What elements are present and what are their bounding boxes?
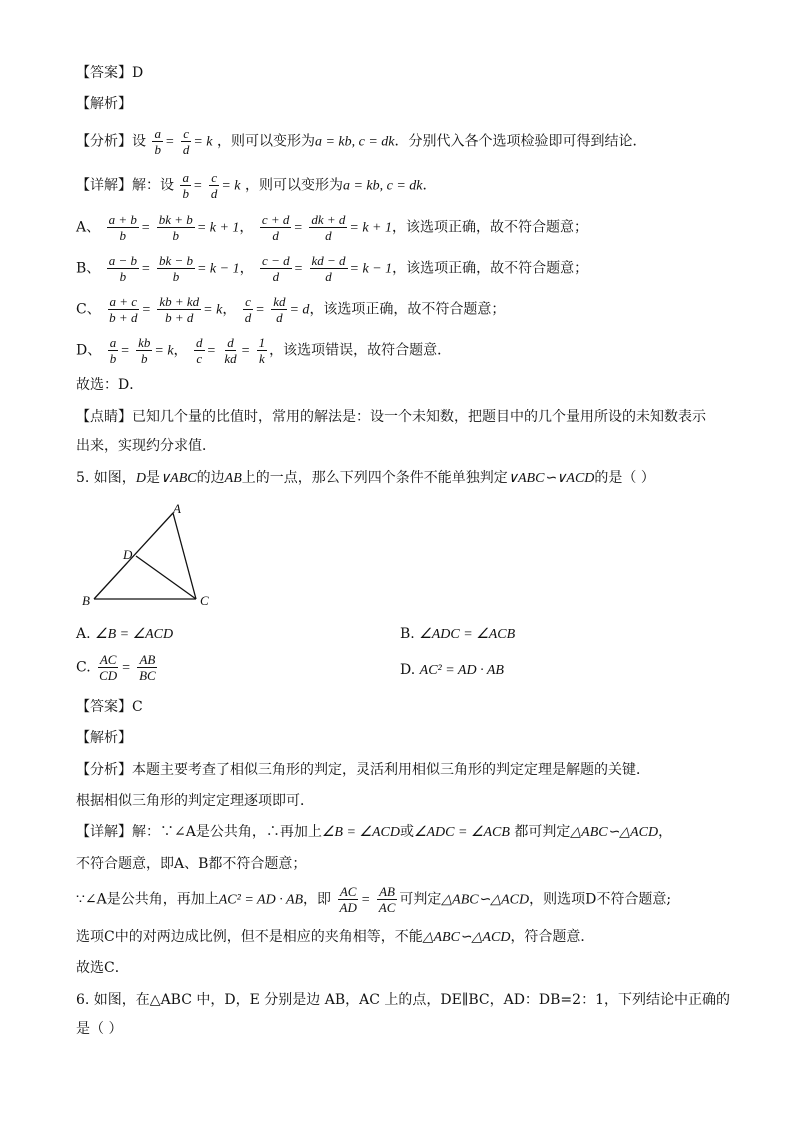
q4-dianjing-1: 【点睛】已知几个量的比值时，常用的解法是：设一个未知数，把题目中的几个量用所设的未知数表示 bbox=[76, 409, 706, 425]
option-label: D、 bbox=[76, 342, 102, 359]
q4-detail-prefix: 【详解】解：设 bbox=[76, 177, 174, 194]
q5-option-c: C. $\frac{AC}{CD}$ = $\frac{AB}{BC}$ bbox=[76, 652, 156, 683]
q6-line-2: 是（ ） bbox=[76, 1021, 123, 1037]
q4-detail-expr: a = kb, c = dk bbox=[342, 178, 423, 194]
q4-dianjing-2: 出来，实现约分求值． bbox=[76, 438, 216, 454]
q4-analysis-label: 【解析】 bbox=[76, 96, 132, 112]
vertex-label-b: B bbox=[82, 593, 90, 608]
q5-option-a: A. ∠B = ∠ACD bbox=[76, 626, 174, 642]
q5-fenxi-2: 根据相似三角形的判定定理逐项即可． bbox=[76, 793, 314, 809]
fraction: $\frac{a}{b}$ bbox=[182, 170, 189, 201]
q4-choose: 故选：D． bbox=[76, 377, 144, 393]
q4-fenxi-suffix: ．分别代入各个选项检验即可得到结论． bbox=[394, 133, 647, 150]
q4-option-b: B、 $\frac{a - b}{b}$ = $\frac{bk - b}{b}$ = k − 1， $\frac{c - d}{d}$ = $\frac{kd - d}{d}$ = k − 1，该选项正确，故不符合题意； bbox=[76, 253, 589, 284]
q4-option-a: A、 $\frac{a + b}{b}$ = $\frac{bk + b}{b}$ = k + 1， $\frac{c + d}{d}$ = $\frac{dk + d}{d}$ = k + 1，该选项正确，故不符合题意； bbox=[76, 212, 588, 243]
q6-line-1: 6. 如图，在△ABC 中，D，E 分别是边 AB，AC 上的点，DE∥BC，AD：DB=2：1，下列结论中正确的 bbox=[76, 992, 730, 1008]
q5-fenxi: 【分析】本题主要考查了相似三角形的判定，灵活利用相似三角形的判定定理是解题的关键． bbox=[76, 762, 650, 778]
q5-detail-2: 不符合题意，即A、B都不符合题意； bbox=[76, 856, 307, 872]
q5-analysis-label: 【解析】 bbox=[76, 730, 132, 746]
q4-detail-suffix: ． bbox=[422, 177, 437, 194]
q5-choose: 故选C． bbox=[76, 960, 129, 976]
vertex-label-a: A bbox=[173, 501, 181, 516]
fraction: $\frac{a}{b}$ bbox=[154, 126, 161, 157]
q4-fenxi-mid: ，则可以变形为 bbox=[216, 133, 315, 150]
q5-detail-4: 选项C中的对两边成比例，但不是相应的夹角相等，不能△ABC∽△ACD，符合题意． bbox=[76, 929, 595, 945]
q5-answer: 【答案】C bbox=[76, 699, 143, 715]
fraction: $\frac{c}{d}$ bbox=[182, 126, 190, 157]
q5-detail-3: ∵∠A是公共角，再加上AC² = AD · AB，即 $\frac{AC}{AD}$ = $\frac{AB}{AC}$ 可判定△ABC∽△ACD，则选项D不符合题意; bbox=[76, 884, 672, 915]
q4-option-d: D、 $\frac{a}{b}$ = $\frac{kb}{b}$ = k， $\frac{d}{c}$ = $\frac{d}{kd}$ = $\frac{1}{k}$ ，该选项错误，故符合题意． bbox=[76, 335, 452, 366]
q4-fenxi-prefix: 【分析】设 bbox=[76, 133, 146, 150]
q4-fenxi-expr: a = kb, c = dk bbox=[314, 134, 395, 150]
q4-option-c: C、 $\frac{a + c}{b + d}$ = $\frac{kb + kd}{b + d}$ = k， $\frac{c}{d}$ = $\frac{kd}{d}$ = d，该选项正确，故不符合题意； bbox=[76, 294, 506, 325]
q4-answer: 【答案】D bbox=[76, 65, 144, 81]
triangle-figure bbox=[76, 498, 226, 613]
vertex-label-c: C bbox=[200, 593, 209, 608]
q5-stem: 5. 如图，D是∨ABC的边AB上的一点，那么下列四个条件不能单独判定∨ABC∽∨ACD的是（ ） bbox=[76, 470, 655, 486]
option-label: B、 bbox=[76, 260, 101, 277]
q4-detail-mid: ，则可以变形为 bbox=[244, 177, 343, 194]
vertex-label-d: D bbox=[123, 547, 133, 562]
q4-detail: 【详解】解：设 $\frac{a}{b}$ = $\frac{c}{d}$ = k ，则可以变形为a = kb, c = dk． bbox=[76, 170, 437, 201]
option-label: C、 bbox=[76, 301, 101, 318]
q5-option-d: D. AC² = AD · AB bbox=[400, 662, 504, 678]
option-label: A、 bbox=[76, 219, 101, 236]
q5-detail-1: 【详解】解：∵∠A是公共角，∴再加上∠B = ∠ACD或∠ADC = ∠ACB 都可判定△ABC∽△ACD， bbox=[76, 824, 673, 840]
fraction: $\frac{c}{d}$ bbox=[210, 170, 218, 201]
q4-fenxi: 【分析】设 $\frac{a}{b}$ = $\frac{c}{d}$ = k ，则可以变形为a = kb, c = dk．分别代入各个选项检验即可得到结论． bbox=[76, 126, 647, 157]
q5-option-b: B. ∠ADC = ∠ACB bbox=[400, 626, 516, 642]
